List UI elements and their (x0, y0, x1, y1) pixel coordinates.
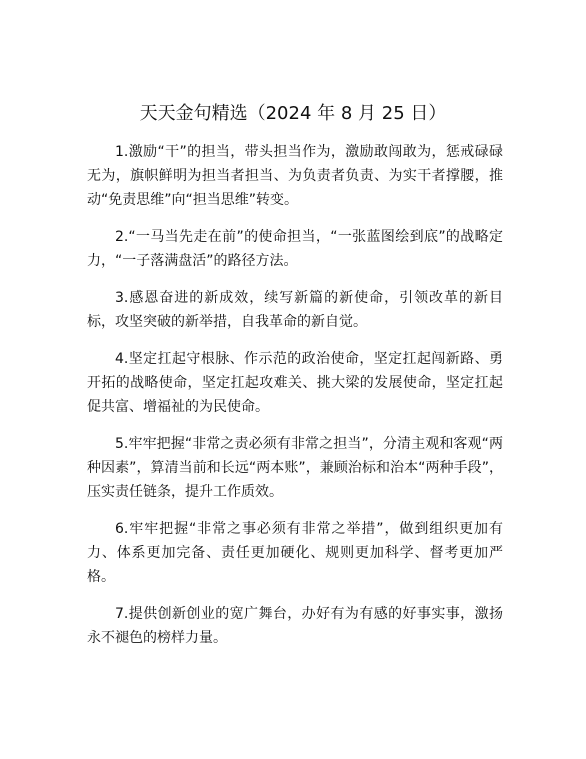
paragraph-3: 3.感恩奋进的新成效，续写新篇的新使命，引领改革的新目标，攻坚突破的新举措，自我革命的新自觉。 (87, 290, 503, 330)
document-title: 天天金句精选（2024 年 8 月 25 日） (139, 103, 447, 124)
paragraph-7: 7.提供创新创业的宽广舞台，办好有为有感的好事实事，激扬永不褪色的榜样力量。 (87, 606, 503, 646)
paragraph-2: 2.“一马当先走在前”的使命担当，“一张蓝图绘到底”的战略定力，“一子落满盘活”的路径方法。 (87, 229, 503, 269)
paragraph-5: 5.牢牢把握“非常之责必须有非常之担当”，分清主观和客观“两种因素”，算清当前和长远“两本账”，兼顾治标和治本“两种手段”，压实责任链条，提升工作质效。 (87, 436, 503, 500)
document-body (87, 140, 503, 663)
paragraph-4: 4.坚定扛起守根脉、作示范的政治使命，坚定扛起闯新路、勇开拓的战略使命，坚定扛起攻难关、挑大梁的发展使命，坚定扛起促共富、增福祉的为民使命。 (87, 351, 503, 415)
paragraph-6: 6.牢牢把握“非常之事必须有非常之举措”，做到组织更加有力、体系更加完备、责任更加硬化、规则更加科学、督考更加严格。 (87, 521, 503, 585)
paragraph-1: 1.激励“干”的担当，带头担当作为，激励敢闯敢为，惩戒碌碌无为，旗帜鲜明为担当者担当、为负责者负责、为实干者撑腰，推动“免责思维”向“担当思维”转变。 (87, 144, 503, 208)
